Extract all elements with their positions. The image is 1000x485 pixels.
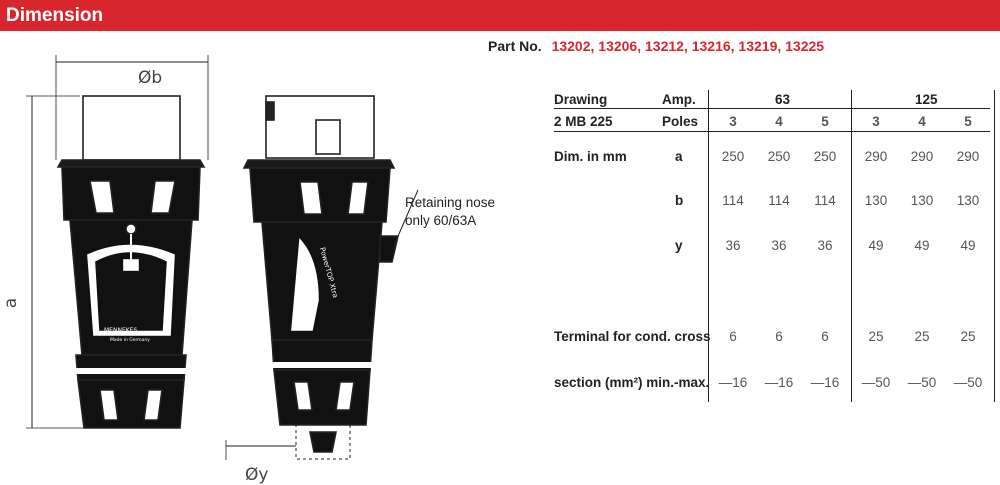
cell-b: 130 — [910, 193, 934, 208]
row-key-y: y — [675, 238, 683, 253]
cell-a: 290 — [864, 149, 888, 164]
terminal-label: Terminal for cond. cross — [554, 329, 711, 344]
front-view — [58, 96, 204, 428]
side-top-box — [266, 96, 374, 158]
retaining-nose-note-line1: Retaining nose — [405, 195, 496, 210]
drawing-header: Drawing — [554, 92, 608, 107]
terminal-max-cell: —16 — [764, 375, 794, 390]
terminal-max-cell: —50 — [907, 375, 937, 390]
poles-header: Poles — [662, 114, 699, 129]
cell-a: 250 — [767, 149, 791, 164]
cell-b: 130 — [956, 193, 980, 208]
cell-y: 49 — [960, 238, 976, 253]
cell-y: 36 — [817, 238, 833, 253]
header-divider — [554, 131, 990, 132]
column-divider — [851, 90, 852, 402]
pole-cell: 4 — [775, 114, 783, 129]
made-in-marking: Made in Germany — [110, 338, 150, 343]
terminal-min-cell: 25 — [868, 329, 884, 344]
amp-group-63: 63 — [775, 92, 791, 107]
cell-b: 130 — [864, 193, 888, 208]
cell-b: 114 — [814, 193, 836, 208]
cell-a: 250 — [813, 149, 837, 164]
terminal-min-cell: 25 — [914, 329, 930, 344]
dim-y-label: Øy — [245, 465, 269, 485]
cell-a: 290 — [910, 149, 934, 164]
part-number-label: Part No. — [488, 38, 542, 54]
dim-label: Dim. in mm — [554, 149, 627, 164]
amp-header: Amp. — [662, 92, 696, 107]
pole-cell: 5 — [964, 114, 972, 129]
row-key-b: b — [675, 193, 684, 208]
cell-y: 36 — [771, 238, 787, 253]
terminal-min-cell: 25 — [960, 329, 976, 344]
dim-b-label: Øb — [138, 68, 163, 88]
plug-drawing-svg — [0, 31, 540, 470]
part-number-values: 13202, 13206, 13212, 13216, 13219, 13225 — [551, 38, 825, 54]
dimension-table — [548, 87, 1000, 470]
terminal-max-cell: —50 — [861, 375, 891, 390]
column-divider — [708, 90, 709, 402]
front-top-box — [83, 96, 180, 160]
cell-y: 49 — [868, 238, 884, 253]
retaining-nose-note-line2: only 60/63A — [405, 213, 477, 228]
pole-cell: 3 — [729, 114, 737, 129]
section-label: section (mm²) min.-max. — [554, 375, 710, 390]
amp-group-125: 125 — [915, 92, 938, 107]
pole-cell: 3 — [872, 114, 880, 129]
terminal-min-cell: 6 — [775, 329, 783, 344]
header-divider — [554, 108, 990, 109]
terminal-max-cell: —16 — [718, 375, 748, 390]
terminal-min-cell: 6 — [821, 329, 829, 344]
dimension-drawing — [0, 31, 540, 485]
cell-a: 250 — [721, 149, 745, 164]
cell-b: 114 — [768, 193, 790, 208]
cell-b: 114 — [722, 193, 744, 208]
cell-a: 290 — [956, 149, 980, 164]
terminal-max-cell: —50 — [953, 375, 983, 390]
terminal-max-cell: —16 — [810, 375, 840, 390]
cell-y: 49 — [914, 238, 930, 253]
pole-cell: 4 — [918, 114, 926, 129]
pole-cell: 5 — [821, 114, 829, 129]
terminal-min-cell: 6 — [729, 329, 737, 344]
column-divider — [994, 90, 995, 402]
section-title: Dimension — [0, 0, 1000, 31]
row-key-a: a — [675, 149, 683, 164]
product-marking: PowerTOP Xtra — [318, 246, 340, 299]
brand-marking: MENNEKES — [104, 327, 138, 334]
drawing-id: 2 MB 225 — [554, 114, 613, 129]
cell-y: 36 — [725, 238, 741, 253]
dim-a-label: a — [1, 297, 22, 309]
